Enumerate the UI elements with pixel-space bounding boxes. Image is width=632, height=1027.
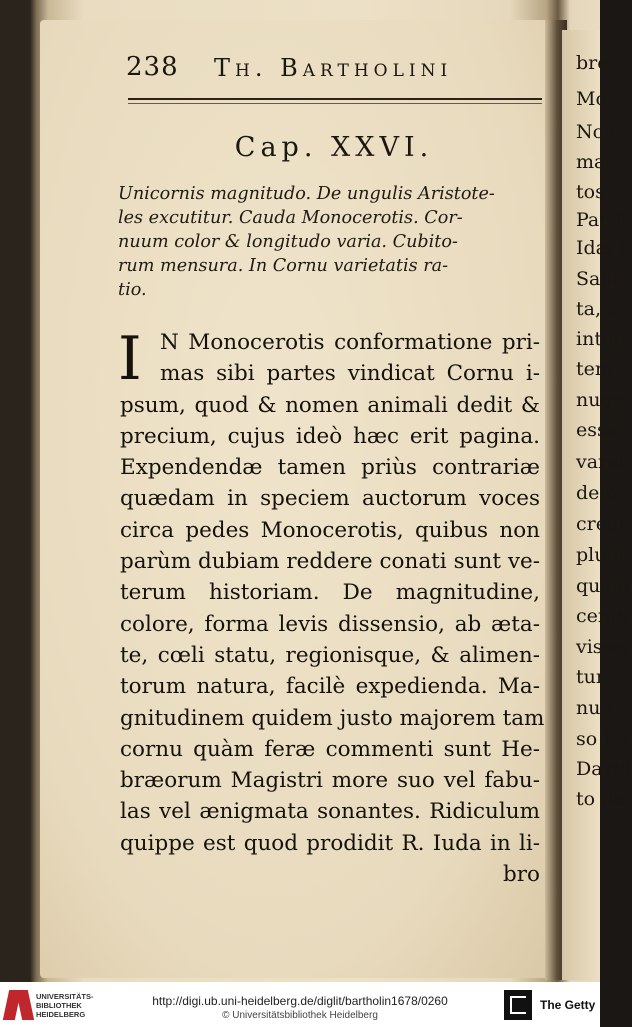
text-line: parùm dubiam reddere conati sunt ve- bbox=[120, 549, 540, 575]
drop-cap: I bbox=[118, 324, 142, 394]
text-line: torum natura, facilè expedienda. Ma- bbox=[120, 674, 540, 700]
text-line: terum historiam. De magnitudine, bbox=[120, 580, 540, 606]
summary-line: nuum color & longitudo varia. Cubito- bbox=[118, 232, 458, 252]
running-title: Th. Bartholini bbox=[214, 54, 453, 82]
chapter-summary bbox=[118, 182, 543, 302]
facing-page-fragment: credi bbox=[576, 513, 626, 535]
summary-line: tio. bbox=[118, 280, 147, 300]
facing-page-fragment: tur : bbox=[576, 666, 618, 688]
facing-page-fragment: esset. bbox=[576, 419, 632, 441]
page-header bbox=[126, 46, 546, 86]
facing-page-fragment: to du bbox=[576, 788, 626, 810]
text-line: Expendendæ tamen priùs contrariæ bbox=[120, 455, 540, 481]
facing-page-fragment: centu bbox=[576, 605, 630, 627]
source-url-link[interactable]: http://digi.ub.uni-heidelberg.de/diglit/bartholin1678/0260 bbox=[152, 994, 448, 1008]
library-name: UNIVERSITÄTS- BIBLIOTHEK HEIDELBERG bbox=[36, 992, 94, 1019]
copyright-notice: © Universitätsbibliothek Heidelberg bbox=[222, 1010, 378, 1021]
summary-line: Unicornis magnitudo. De ungulis Aristote- bbox=[118, 184, 495, 204]
text-line: quædam in speciem auctorum voces bbox=[120, 486, 540, 512]
facing-page-fragment: inten bbox=[576, 328, 626, 350]
body-text bbox=[118, 324, 545, 890]
facing-page-fragment: Mo bbox=[576, 88, 607, 110]
header-rule-thin bbox=[128, 103, 542, 104]
text-line: gnitudinem quidem justo majorem tam bbox=[120, 705, 545, 731]
facing-page-fragment: David bbox=[576, 758, 632, 780]
facing-page-fragment: ta, u bbox=[576, 298, 620, 320]
summary-line: les excutitur. Cauda Monocerotis. Cor- bbox=[118, 208, 463, 228]
facing-page-fragment: varet bbox=[576, 451, 627, 473]
viewer-footer bbox=[0, 982, 600, 1027]
text-line: N Monocerotis conformatione pri- bbox=[160, 330, 540, 355]
facing-page-fragment: mass bbox=[576, 151, 625, 173]
text-line: mas sibi partes vindicat Cornu i- bbox=[160, 361, 540, 387]
facing-page-fragment: tos bbox=[576, 181, 605, 203]
sponsor-name: The Getty bbox=[540, 998, 596, 1012]
text-line: psum, quod & nomen animali dedit & bbox=[120, 392, 540, 418]
facing-page-fragment: tem bbox=[576, 358, 613, 380]
catchword: bro bbox=[503, 862, 540, 888]
facing-page-fragment: Noa bbox=[576, 121, 616, 143]
text-line: cornu quàm feræ commenti sunt He- bbox=[120, 736, 540, 762]
text-line: colore, forma levis dissensio, ab æta- bbox=[120, 611, 540, 637]
facing-page-fragment: nuqu bbox=[576, 389, 625, 411]
facing-page-fragment: visse, bbox=[576, 636, 630, 658]
text-line: las vel ænigmata sonantes. Ridiculum bbox=[120, 799, 540, 825]
facing-page-fragment: quam bbox=[576, 575, 630, 597]
summary-line: rum mensura. In Cornu varietatis ra- bbox=[118, 256, 449, 276]
facing-page-fragment: Idæ i bbox=[576, 237, 626, 259]
text-line: quippe est quod prodidit R. Iuda in li- bbox=[120, 830, 540, 856]
text-line: circa pedes Monocerotis, quibus non bbox=[120, 517, 540, 543]
facing-page-fragment: plum bbox=[576, 544, 625, 566]
facing-page-fragment: nus, bbox=[576, 697, 617, 719]
page-number: 238 bbox=[126, 52, 179, 82]
header-rule bbox=[128, 98, 542, 100]
text-line: te, cœli statu, regionisque, & alimen- bbox=[120, 642, 540, 668]
facing-page-fragment: so Le bbox=[576, 728, 628, 750]
chapter-title: Cap. XXVI. bbox=[234, 132, 434, 163]
facing-page-edge bbox=[562, 30, 632, 980]
facing-page-fragment: bro bbox=[576, 52, 609, 74]
facing-page-fragment: dem bbox=[576, 482, 618, 504]
text-line: bræorum Magistri more suo vel fabu- bbox=[120, 768, 540, 794]
text-line: precium, cujus ideò hæc erit pagina. bbox=[120, 423, 540, 449]
facing-page-fragment: Sanh bbox=[576, 268, 625, 290]
facing-page-fragment: Par I bbox=[576, 209, 622, 231]
getty-logo-icon[interactable] bbox=[504, 990, 532, 1020]
